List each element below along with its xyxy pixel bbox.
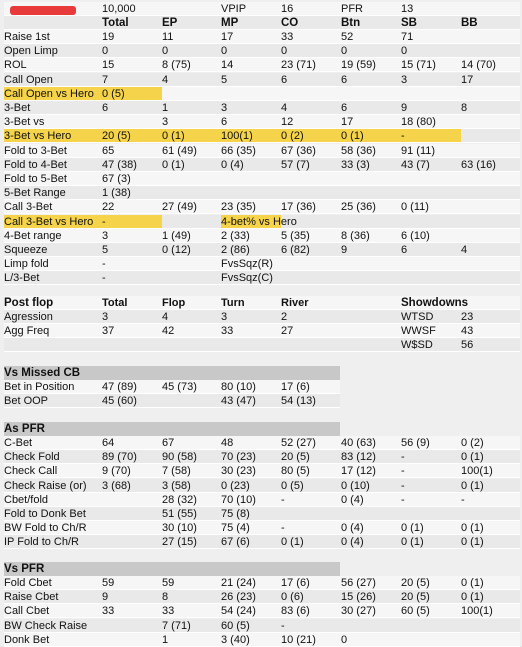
stat-value: 17: [221, 31, 234, 43]
preflop-row: [4, 215, 520, 229]
stat-value: 59: [162, 577, 175, 589]
stat-value: 22: [102, 201, 115, 214]
stat-value: 27 (49): [162, 201, 197, 214]
preflop-row: [4, 158, 520, 172]
missed-cb-row: [4, 380, 340, 394]
pfr-label: PFR: [341, 3, 363, 15]
stat-value: 0 (1): [461, 451, 484, 464]
stat-value: -: [461, 493, 465, 506]
stat-value: 0 (1): [461, 577, 484, 589]
stat-value: 0 (1): [401, 536, 424, 549]
hands-count: 10,000: [102, 3, 136, 15]
stat-value: 3: [102, 229, 109, 242]
stat-label: Fold Cbet: [4, 577, 52, 589]
preflop-col-header: CO: [281, 17, 299, 29]
stat-value: 0: [341, 45, 348, 58]
section-as-pfr-label: As PFR: [4, 423, 45, 435]
stat-value: 3: [221, 102, 228, 114]
vs-pfr-row: [4, 590, 520, 604]
stat-value: 4: [162, 311, 169, 323]
stat-label: Fold to Donk Bet: [4, 508, 86, 520]
stat-value: 33: [221, 325, 234, 338]
stat-value: 42: [162, 325, 175, 338]
stat-label: IP Fold to Ch/R: [4, 536, 79, 549]
stat-value: 67: [162, 437, 175, 449]
stat-value: 47 (38): [102, 158, 137, 171]
preflop-row: [4, 87, 520, 101]
stat-value: 12: [281, 116, 294, 129]
preflop-row: [4, 144, 520, 158]
stat-value: 83 (12): [341, 451, 376, 464]
stat-value: 45 (73): [162, 381, 197, 393]
stat-value: 3: [162, 116, 169, 129]
preflop-row: [4, 58, 520, 72]
preflop-row: [4, 30, 520, 44]
stat-value: -: [401, 130, 405, 143]
preflop-row: [4, 115, 520, 129]
as-pfr-row: [4, 479, 520, 493]
stat-label: Open Limp: [4, 45, 58, 58]
stat-value: FvsSqz(R): [221, 258, 273, 271]
stat-value: 6: [221, 116, 228, 129]
stat-value: 5 (35): [281, 229, 310, 242]
stat-value: 27: [281, 325, 294, 338]
stat-value: 8: [162, 591, 169, 604]
stat-value: 0 (5): [102, 87, 125, 100]
preflop-row: [4, 172, 520, 186]
stat-value: 6 (82): [281, 244, 310, 256]
stat-value: 0 (12): [162, 244, 191, 256]
stat-value: 0 (2): [281, 130, 304, 143]
showdown-label: WWSF: [401, 325, 436, 338]
stat-value: 90 (58): [162, 451, 197, 464]
stat-value: 9: [341, 244, 348, 256]
stat-value: -: [102, 258, 106, 271]
stat-label: Cbet/fold: [4, 493, 49, 506]
stat-value: 6: [102, 102, 109, 114]
stat-value: 4: [281, 102, 288, 114]
stat-value: 80 (5): [281, 465, 310, 478]
stat-value: 33 (3): [341, 158, 370, 171]
stat-value: 21 (24): [221, 577, 256, 589]
preflop-row: [4, 186, 520, 200]
stat-value: 8: [461, 102, 468, 114]
preflop-col-header: SB: [401, 17, 417, 29]
stat-label: 4-Bet range: [4, 229, 62, 242]
stat-value: 65: [102, 144, 115, 157]
stat-value: 0 (2): [461, 437, 484, 449]
stat-value: -: [401, 479, 405, 492]
section-vs-missed-cb: [4, 366, 340, 380]
stat-label: Call 3-Bet vs Hero: [4, 215, 94, 228]
stat-value: 3: [221, 311, 228, 323]
as-pfr-row: [4, 436, 520, 450]
stat-value: 19 (59): [341, 59, 376, 72]
stat-value: 1 (49): [162, 229, 191, 242]
stat-value: 67 (3): [102, 173, 131, 185]
stat-value: 33: [162, 605, 175, 618]
stat-value: 0 (4): [221, 158, 244, 171]
stat-label: 3-Bet: [4, 102, 31, 114]
stat-value: 23 (35): [221, 201, 256, 214]
stat-label: Agg Freq: [4, 325, 50, 338]
stat-value: 3: [102, 311, 109, 323]
stat-value: 64: [102, 437, 115, 449]
stat-label: Call 3-Bet: [4, 201, 53, 214]
stat-value: 0: [162, 45, 169, 58]
stat-value: 89 (70): [102, 451, 137, 464]
stat-value: 37: [102, 325, 115, 338]
stat-value: 0: [281, 45, 288, 58]
vs-pfr-row: [4, 604, 520, 618]
stat-value: 25 (36): [341, 201, 376, 214]
stat-value: 33: [102, 605, 115, 618]
preflop-row: [4, 101, 520, 115]
stat-value: 0 (1): [401, 522, 424, 535]
as-pfr-row: [4, 507, 520, 521]
section-vs-pfr-label: Vs PFR: [4, 563, 45, 575]
stat-label: Donk Bet: [4, 633, 50, 646]
stat-label: Call Open: [4, 73, 53, 86]
section-as-pfr: [4, 422, 340, 436]
stat-value: 91 (11): [401, 144, 436, 157]
stat-value: 51 (55): [162, 508, 197, 520]
postflop-row: [4, 310, 520, 324]
stat-value: 0 (1): [461, 522, 484, 535]
stat-value: 30 (23): [221, 465, 256, 478]
stat-value: 4-bet% vs Hero: [221, 215, 297, 228]
stat-label: BW Fold to Ch/R: [4, 522, 87, 535]
postflop-row: [4, 338, 520, 352]
stat-value: 2 (86): [221, 244, 250, 256]
stat-value: 0 (1): [162, 130, 185, 143]
stat-value: -: [281, 522, 285, 535]
preflop-row: [4, 129, 520, 143]
stat-value: 17 (6): [281, 577, 310, 589]
stat-label: Squeeze: [4, 244, 48, 256]
stat-value: 18 (80): [401, 116, 436, 129]
stat-value: 80 (10): [221, 381, 256, 393]
showdowns-title: Showdowns: [401, 297, 469, 309]
stat-value: 15 (26): [341, 591, 376, 604]
stat-value: 8 (75): [162, 59, 191, 72]
stat-value: -: [401, 465, 405, 478]
stat-value: 0 (23): [221, 479, 250, 492]
stat-value: 5: [221, 73, 228, 86]
stat-value: 7 (58): [162, 465, 191, 478]
stat-label: 3-Bet vs: [4, 116, 45, 129]
stat-value: 3 (40): [221, 633, 250, 646]
preflop-row: [4, 73, 520, 87]
stat-value: 100(1): [461, 605, 493, 618]
stat-label: Bet OOP: [4, 395, 49, 408]
vpip-value: 16: [281, 3, 294, 15]
stat-label: Fold to 4-Bet: [4, 158, 67, 171]
stat-value: 0 (1): [461, 536, 484, 549]
stat-value: 6: [341, 102, 348, 114]
stat-value: 11: [162, 31, 174, 43]
as-pfr-row: [4, 493, 520, 507]
stat-label: Agression: [4, 311, 53, 323]
stat-value: 3 (58): [162, 479, 191, 492]
stat-value: 10 (21): [281, 633, 316, 646]
stat-value: 4: [461, 244, 468, 256]
stat-value: 30 (27): [341, 605, 376, 618]
stat-label: Call Cbet: [4, 605, 50, 618]
stat-value: 54 (13): [281, 395, 316, 408]
stat-value: 14: [221, 59, 234, 72]
stat-value: 0 (4): [341, 493, 364, 506]
stat-value: 2: [281, 311, 288, 323]
stat-value: 20 (5): [281, 451, 310, 464]
stat-value: 15 (71): [401, 59, 436, 72]
stat-value: 17 (12): [341, 465, 376, 478]
showdown-value: 23: [461, 311, 474, 323]
preflop-row: [4, 243, 520, 257]
stat-value: 0 (5): [281, 479, 304, 492]
postflop-title: Post flop: [4, 297, 54, 309]
as-pfr-row: [4, 535, 520, 549]
stat-value: 2 (33): [221, 229, 250, 242]
stat-value: 1: [162, 633, 169, 646]
stat-value: 6: [401, 244, 408, 256]
stat-value: 4: [162, 73, 169, 86]
preflop-col-header: Btn: [341, 17, 361, 29]
stat-value: 0: [221, 45, 228, 58]
stat-value: 6: [281, 73, 288, 86]
stat-label: Limp fold: [4, 258, 49, 271]
stat-value: -: [102, 215, 106, 228]
stat-value: 17 (6): [281, 381, 310, 393]
pfr-value: 13: [401, 3, 414, 15]
stat-value: 60 (5): [221, 619, 250, 632]
stat-label: Bet in Position: [4, 381, 75, 393]
stat-value: 20 (5): [401, 577, 430, 589]
stat-value: -: [281, 619, 285, 632]
stat-value: 66 (35): [221, 144, 256, 157]
preflop-row: [4, 44, 520, 58]
stat-value: 0 (4): [341, 522, 364, 535]
showdown-label: WTSD: [401, 311, 434, 323]
stat-value: 63 (16): [461, 158, 496, 171]
vs-pfr-row: [4, 633, 520, 647]
preflop-row: [4, 200, 520, 214]
stat-value: 0 (6): [281, 591, 304, 604]
stat-value: 0 (1): [341, 130, 364, 143]
stat-value: 20 (5): [401, 591, 430, 604]
showdown-label: W$SD: [401, 339, 433, 352]
stat-value: -: [102, 272, 106, 285]
stat-value: 1 (38): [102, 187, 131, 200]
stat-value: 17: [341, 116, 354, 129]
stat-value: 0 (1): [281, 536, 304, 549]
stat-value: 43 (47): [221, 395, 256, 408]
stat-label: Raise 1st: [4, 31, 50, 43]
postflop-row: [4, 324, 520, 338]
stat-label: Check Call: [4, 465, 58, 478]
stat-value: 0 (1): [461, 479, 484, 492]
stat-value: 33: [281, 31, 294, 43]
stat-value: 0: [401, 45, 408, 58]
as-pfr-row: [4, 450, 520, 464]
redacted-player-name: [10, 6, 76, 15]
stat-value: 75 (8): [221, 508, 250, 520]
postflop-header-row: [4, 296, 520, 310]
preflop-col-header: EP: [162, 17, 178, 29]
stat-value: 6 (10): [401, 229, 430, 242]
stat-value: 1: [162, 102, 169, 114]
preflop-column-headers: [4, 16, 520, 30]
stat-value: 9: [102, 591, 109, 604]
section-vs-missed-cb-label: Vs Missed CB: [4, 367, 81, 379]
stat-value: 70 (23): [221, 451, 256, 464]
vs-pfr-row: [4, 619, 520, 633]
stat-label: 3-Bet vs Hero: [4, 130, 72, 143]
stat-value: 8 (36): [341, 229, 370, 242]
stat-label: Fold to 5-Bet: [4, 173, 67, 185]
stat-label: Check Raise (or): [4, 479, 87, 492]
stat-value: 20 (5): [102, 130, 131, 143]
stat-value: 0 (1): [461, 591, 484, 604]
stat-value: 0 (10): [341, 479, 370, 492]
stat-value: 0: [102, 45, 109, 58]
stat-value: 0 (11): [401, 201, 429, 214]
stat-label: Fold to 3-Bet: [4, 144, 67, 157]
showdown-value: 43: [461, 325, 474, 338]
stat-label: C-Bet: [4, 437, 33, 449]
stat-label: ROL: [4, 59, 27, 72]
stat-value: 57 (7): [281, 158, 310, 171]
stat-value: -: [401, 451, 405, 464]
as-pfr-row: [4, 464, 520, 478]
stat-value: 7 (71): [162, 619, 191, 632]
showdown-value: 56: [461, 339, 474, 352]
stat-value: 14 (70): [461, 59, 496, 72]
stat-value: 52 (27): [281, 437, 316, 449]
stat-value: 45 (60): [102, 395, 137, 408]
vs-pfr-row: [4, 576, 520, 590]
stat-value: 47 (89): [102, 381, 137, 393]
stat-value: 7: [102, 73, 109, 86]
stat-value: 71: [401, 31, 414, 43]
stat-value: 28 (32): [162, 493, 197, 506]
stat-label: Call Open vs Hero: [4, 87, 94, 100]
stat-value: 3: [401, 73, 408, 86]
stat-value: 83 (6): [281, 605, 310, 618]
stat-value: 26 (23): [221, 591, 256, 604]
stat-value: 67 (36): [281, 144, 316, 157]
stat-value: 67 (6): [221, 536, 250, 549]
stat-value: 100(1): [461, 465, 493, 478]
preflop-row: [4, 229, 520, 243]
stat-label: L/3-Bet: [4, 272, 40, 285]
stat-value: 9: [401, 102, 408, 114]
stat-value: 6: [341, 73, 348, 86]
stat-value: 52: [341, 31, 354, 43]
stat-value: 48: [221, 437, 234, 449]
missed-cb-row: [4, 394, 340, 408]
stat-value: -: [401, 493, 405, 506]
stat-value: 58 (36): [341, 144, 376, 157]
postflop-col-header: River: [281, 297, 309, 309]
stat-value: 5: [102, 244, 109, 256]
preflop-col-header: BB: [461, 17, 478, 29]
stat-value: 3 (68): [102, 479, 131, 492]
stat-value: 17 (36): [281, 201, 316, 214]
stat-value: 59: [102, 577, 115, 589]
preflop-row: [4, 271, 520, 285]
preflop-col-header: Total: [102, 17, 129, 29]
stat-value: 0: [341, 633, 348, 646]
stat-label: 5-Bet Range: [4, 187, 66, 200]
stat-value: 15: [102, 59, 115, 72]
preflop-row: [4, 257, 520, 271]
postflop-col-header: Flop: [162, 297, 186, 309]
stat-value: 0 (1): [162, 158, 185, 171]
stat-value: 70 (10): [221, 493, 256, 506]
stat-value: 17: [461, 73, 474, 86]
vpip-label: VPIP: [221, 3, 247, 15]
stat-value: 19: [102, 31, 115, 43]
stat-value: 0 (4): [341, 536, 364, 549]
stat-value: 75 (4): [221, 522, 250, 535]
header-row: [4, 2, 520, 16]
as-pfr-row: [4, 521, 520, 535]
stat-value: 9 (70): [102, 465, 131, 478]
postflop-col-header: Turn: [221, 297, 245, 309]
stat-label: Check Fold: [4, 451, 60, 464]
postflop-col-header: Total: [102, 297, 128, 309]
section-vs-pfr: [4, 562, 340, 576]
stat-value: 27 (15): [162, 536, 197, 549]
stat-value: 100(1): [221, 130, 253, 143]
stat-label: BW Check Raise: [4, 619, 88, 632]
stat-value: 43 (7): [401, 158, 430, 171]
stat-value: 40 (63): [341, 437, 376, 449]
stat-value: 54 (24): [221, 605, 256, 618]
stat-value: 23 (71): [281, 59, 316, 72]
stat-label: Raise Cbet: [4, 591, 59, 604]
stat-value: -: [281, 493, 285, 506]
stat-value: FvsSqz(C): [221, 272, 273, 285]
stat-value: 61 (49): [162, 144, 197, 157]
stat-value: 30 (10): [162, 522, 197, 535]
stat-value: 56 (27): [341, 577, 376, 589]
stat-value: 60 (5): [401, 605, 430, 618]
preflop-col-header: MP: [221, 17, 239, 29]
stat-value: 56 (9): [401, 437, 430, 449]
